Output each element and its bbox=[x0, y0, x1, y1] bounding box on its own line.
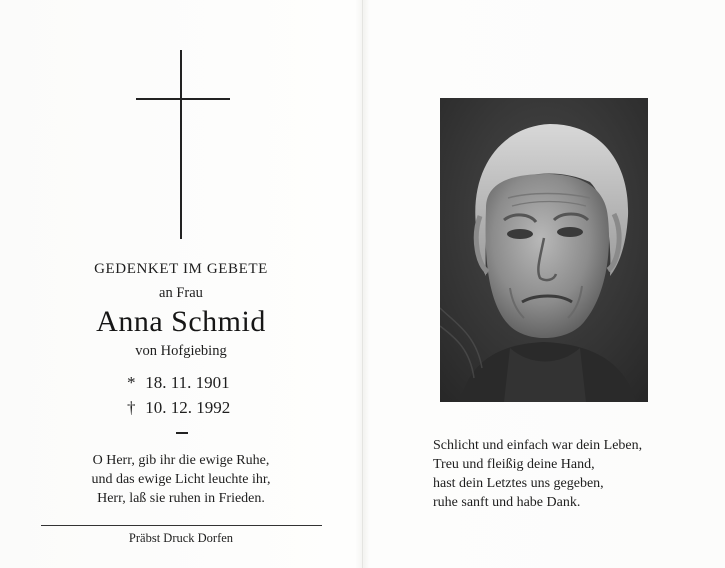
birth-date: 18. 11. 1901 bbox=[145, 373, 230, 392]
verse-line: hast dein Letztes uns gegeben, bbox=[433, 476, 604, 491]
separator-dash bbox=[176, 432, 188, 434]
birth-row bbox=[127, 373, 230, 393]
death-row bbox=[127, 398, 230, 418]
portrait-image bbox=[440, 98, 648, 402]
death-dagger-icon: † bbox=[127, 398, 136, 417]
printer-credit: Präbst Druck Dorfen bbox=[128, 531, 234, 545]
prayer-line: und das ewige Licht leuchte ihr, bbox=[91, 472, 271, 487]
prayer-line: O Herr, gib ihr die ewige Ruhe, bbox=[92, 453, 270, 468]
prayer-text bbox=[0, 451, 362, 508]
deceased-name: Anna Schmid bbox=[96, 305, 266, 338]
cross-horizontal-bar bbox=[136, 98, 230, 100]
verse-line: Schlicht und einfach war dein Leben, bbox=[433, 438, 643, 453]
verse-line: ruhe sanft und habe Dank. bbox=[433, 495, 581, 510]
hometown: von Hofgiebing bbox=[135, 343, 227, 359]
death-date: 10. 12. 1992 bbox=[145, 398, 231, 417]
verse-line: Treu und fleißig deine Hand, bbox=[433, 457, 595, 472]
prayer-line: Herr, laß sie ruhen in Frieden. bbox=[97, 491, 265, 506]
cross-vertical-bar bbox=[180, 50, 182, 239]
left-panel bbox=[0, 0, 362, 568]
memorial-verse bbox=[433, 436, 642, 512]
footer-rule bbox=[41, 525, 322, 526]
right-panel bbox=[363, 0, 725, 568]
memorial-heading: GEDENKET IM GEBETE bbox=[94, 261, 268, 277]
name-prefix: an Frau bbox=[159, 285, 203, 301]
birth-star-icon: * bbox=[127, 373, 136, 392]
portrait-photo bbox=[440, 98, 648, 402]
